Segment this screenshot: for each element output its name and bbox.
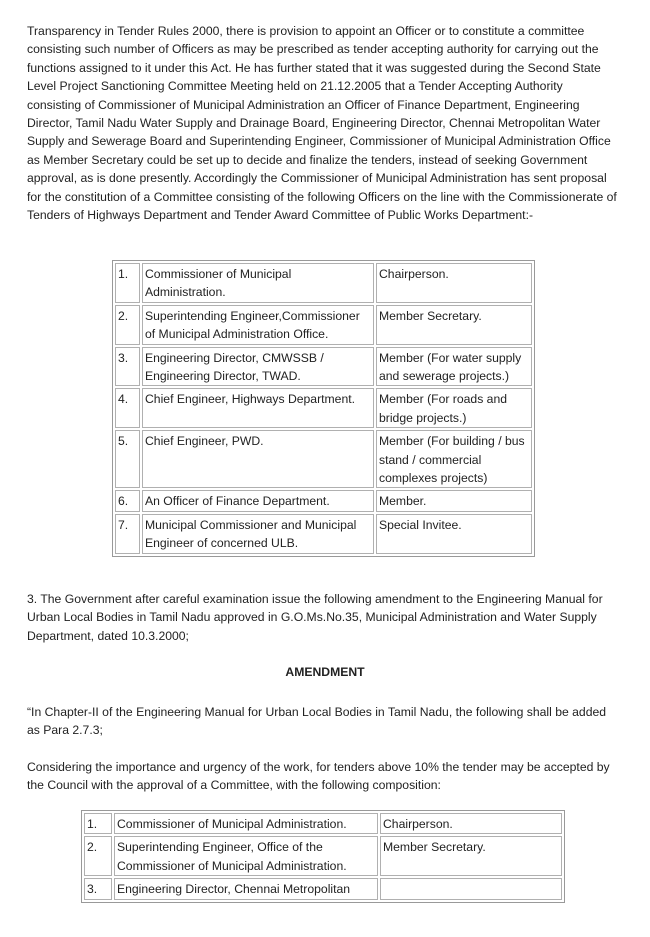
officer-cell: Engineering Director, CMWSSB / Engineering Director, TWAD. <box>142 347 374 387</box>
row-number: 2. <box>84 836 112 876</box>
row-number: 7. <box>115 514 140 554</box>
row-number: 1. <box>84 813 112 834</box>
row-number: 1. <box>115 263 140 303</box>
officer-cell: Chief Engineer, PWD. <box>142 430 374 488</box>
designation-cell: Member. <box>376 490 532 511</box>
paragraph-3: 3. The Government after careful examination issue the following amendment to the Engineering Manual for Urban Local Bodies in Tamil Nadu approved in G.O.Ms.No.35, Municipal Administration and Water Supply Department, dated 10.3.2000; <box>27 592 603 643</box>
officer-cell: Commissioner of Municipal Administration. <box>142 263 374 303</box>
intro-paragraph: Transparency in Tender Rules 2000, there is provision to appoint an Officer or to constitute a committee consisting such number of Officers as may be prescribed as tender accepting authority for carrying out the functions assigned to it under this Act. He has further stated that it was suggested during the Second State Level Project Sanctioning Committee Meeting held on 21.12.2005 that a Tender Accepting Authority consisting of Commissioner of Municipal Administration an Officer of Finance Department, Engineering Director, Tamil Nadu Water Supply and Drainage Board, Engineering Director, Chennai Metropolitan Water Supply and Sewerage Board and Superintending Engineer, Commissioner of Municipal Administration Office as Member Secretary could be set up to decide and finalize the tenders, instead of seeking Government approval, as is done presently. Accordingly the Commissioner of Municipal Administration has sent proposal for the constitution of a Committee consisting of the following Officers on the line with the Commissionerate of Tenders of Highways Department and Tender Award Committee of Public Works Department:- <box>27 24 617 223</box>
table-row <box>115 514 532 554</box>
officer-cell: Engineering Director, Chennai Metropolitan <box>114 878 378 899</box>
table-row <box>115 388 532 428</box>
amendment-intro: “In Chapter-II of the Engineering Manual for Urban Local Bodies in Tamil Nadu, the following shall be added as Para 2.7.3; <box>27 705 607 738</box>
table-row <box>115 490 532 511</box>
officer-cell: Superintending Engineer, Office of the Commissioner of Municipal Administration. <box>114 836 378 876</box>
committee-table-proposed <box>112 260 535 557</box>
committee-table-amended <box>81 810 565 903</box>
row-number: 3. <box>115 347 140 387</box>
row-number: 6. <box>115 490 140 511</box>
officer-cell: An Officer of Finance Department. <box>142 490 374 511</box>
designation-cell: Chairperson. <box>376 263 532 303</box>
officer-cell: Chief Engineer, Highways Department. <box>142 388 374 428</box>
table-row <box>115 263 532 303</box>
designation-cell: Member (For roads and bridge projects.) <box>376 388 532 428</box>
table-row <box>84 813 562 834</box>
table-row <box>115 430 532 488</box>
designation-cell: Special Invitee. <box>376 514 532 554</box>
designation-cell <box>380 878 562 899</box>
officer-cell: Municipal Commissioner and Municipal Engineer of concerned ULB. <box>142 514 374 554</box>
row-number: 3. <box>84 878 112 899</box>
designation-cell: Chairperson. <box>380 813 562 834</box>
designation-cell: Member Secretary. <box>376 305 532 345</box>
considering-paragraph: Considering the importance and urgency of the work, for tenders above 10% the tender may be accepted by the Council with the approval of a Committee, with the following composition: <box>27 760 610 793</box>
table-row <box>84 878 562 899</box>
officer-cell: Commissioner of Municipal Administration. <box>114 813 378 834</box>
designation-cell: Member Secretary. <box>380 836 562 876</box>
table-row <box>84 836 562 876</box>
row-number: 5. <box>115 430 140 488</box>
officer-cell: Superintending Engineer,Commissioner of Municipal Administration Office. <box>142 305 374 345</box>
amendment-heading: AMENDMENT <box>285 665 365 679</box>
designation-cell: Member (For building / bus stand / commercial complexes projects) <box>376 430 532 488</box>
row-number: 4. <box>115 388 140 428</box>
designation-cell: Member (For water supply and sewerage projects.) <box>376 347 532 387</box>
row-number: 2. <box>115 305 140 345</box>
table-row <box>115 305 532 345</box>
table-row <box>115 347 532 387</box>
